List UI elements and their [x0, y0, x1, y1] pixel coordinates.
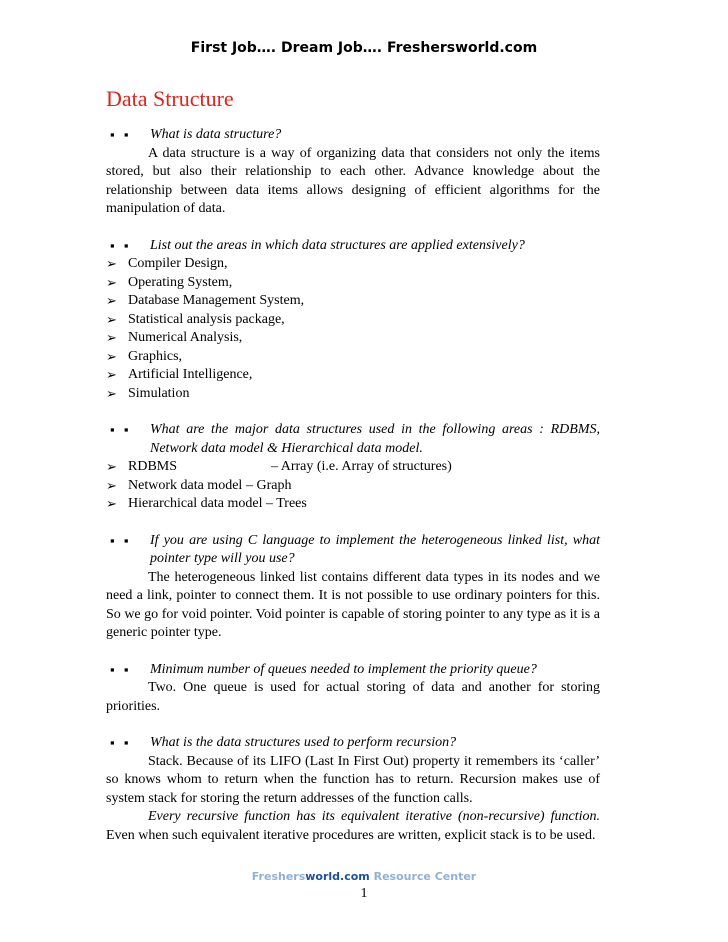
areas-list [106, 255, 600, 403]
question-text: If you are using C language to implement the heterogeneous linked list, what pointer type will you use? [150, 532, 600, 566]
list-item: ➢ RDBMS – Array (i.e. Array of structures) [106, 458, 600, 477]
footer-brand-part1: Freshers [251, 870, 306, 883]
arrow-bullet-icon: ➢ [106, 256, 117, 271]
answer-1: A data structure is a way of organizing data that considers not only the items stored, but also their relationship to each other. Advance knowledge about the relationship between data items allows designing of efficient algorithms for the manipulation of data. [106, 145, 600, 216]
page-title: Data Structure [106, 86, 234, 111]
question-text: Minimum number of queues needed to implement the priority queue? [150, 661, 537, 677]
content-body [106, 126, 600, 845]
question-6 [106, 734, 600, 753]
question-5 [106, 661, 600, 680]
arrow-bullet-icon: ➢ [106, 330, 117, 345]
arrow-bullet-icon: ➢ [106, 274, 117, 290]
italic-lead: Every recursive function has its equivalent iterative (non-recursive) function. [148, 809, 600, 824]
question-marker: ▪ ▪ [110, 735, 132, 750]
list-item: ➢ Compiler Design, [106, 255, 600, 274]
question-1 [106, 126, 600, 145]
question-text: What is data structure? [150, 127, 282, 142]
list-item: ➢ Simulation [106, 385, 600, 404]
list-item: ➢ Numerical Analysis, [106, 329, 600, 348]
list-item: ➢ Hierarchical data model – Trees [106, 495, 600, 514]
page-footer [0, 870, 728, 883]
question-marker: ▪ ▪ [110, 127, 132, 142]
arrow-bullet-icon: ➢ [106, 293, 117, 308]
answer-6: Stack. Because of its LIFO (Last In First Out) property it remembers its ‘caller’ so knows whom to return when the function has to return. Recursion makes use of system stack for storing the return addresses of the function calls. [106, 753, 600, 806]
answer-5: Two. One queue is used for actual storing of data and another for storing priorities. [106, 680, 600, 714]
arrow-bullet-icon: ➢ [106, 348, 117, 364]
note-tail: Even when such equivalent iterative procedures are written, explicit stack is to be used. [106, 827, 596, 843]
list-item: ➢ Artificial Intelligence, [106, 366, 600, 385]
list-item: ➢ Operating System, [106, 274, 600, 293]
answer-4: The heterogeneous linked list contains different data types in its nodes and we need a link, pointer to connect them. It is not possible to use ordinary pointers for this. So we go for void pointer. Void pointer is capable of storing pointer to any type as it is a generic pointer type. [106, 569, 600, 640]
question-marker: ▪ ▪ [110, 532, 132, 548]
page-number: 1 [360, 886, 368, 901]
question-3 [106, 421, 600, 458]
answer-6-note [106, 808, 600, 845]
question-text: What is the data structures used to perform recursion? [150, 735, 457, 750]
list-item: ➢ Database Management System, [106, 292, 600, 311]
footer-resource-center: Resource Center [369, 870, 477, 883]
question-4 [106, 532, 600, 569]
question-2 [106, 237, 600, 256]
arrow-bullet-icon: ➢ [106, 459, 117, 474]
page-header: First Job…. Dream Job…. Freshersworld.com [190, 40, 538, 56]
arrow-bullet-icon: ➢ [106, 367, 117, 382]
arrow-bullet-icon: ➢ [106, 385, 117, 401]
arrow-bullet-icon: ➢ [106, 496, 117, 511]
list-item: ➢ Graphics, [106, 348, 600, 367]
list-item: ➢ Network data model – Graph [106, 477, 600, 496]
arrow-bullet-icon: ➢ [106, 311, 117, 327]
list-item: ➢ Statistical analysis package, [106, 311, 600, 330]
footer-brand-part2: world.com [305, 870, 370, 883]
question-marker: ▪ ▪ [110, 422, 132, 437]
question-marker: ▪ ▪ [110, 661, 132, 677]
arrow-bullet-icon: ➢ [106, 477, 117, 493]
question-text: What are the major data structures used in the following areas : RDBMS, Network data model & Hierarchical data model. [150, 422, 600, 456]
question-marker: ▪ ▪ [110, 237, 132, 253]
question-text: List out the areas in which data structures are applied extensively? [150, 237, 525, 253]
structures-mapping-list [106, 458, 600, 514]
